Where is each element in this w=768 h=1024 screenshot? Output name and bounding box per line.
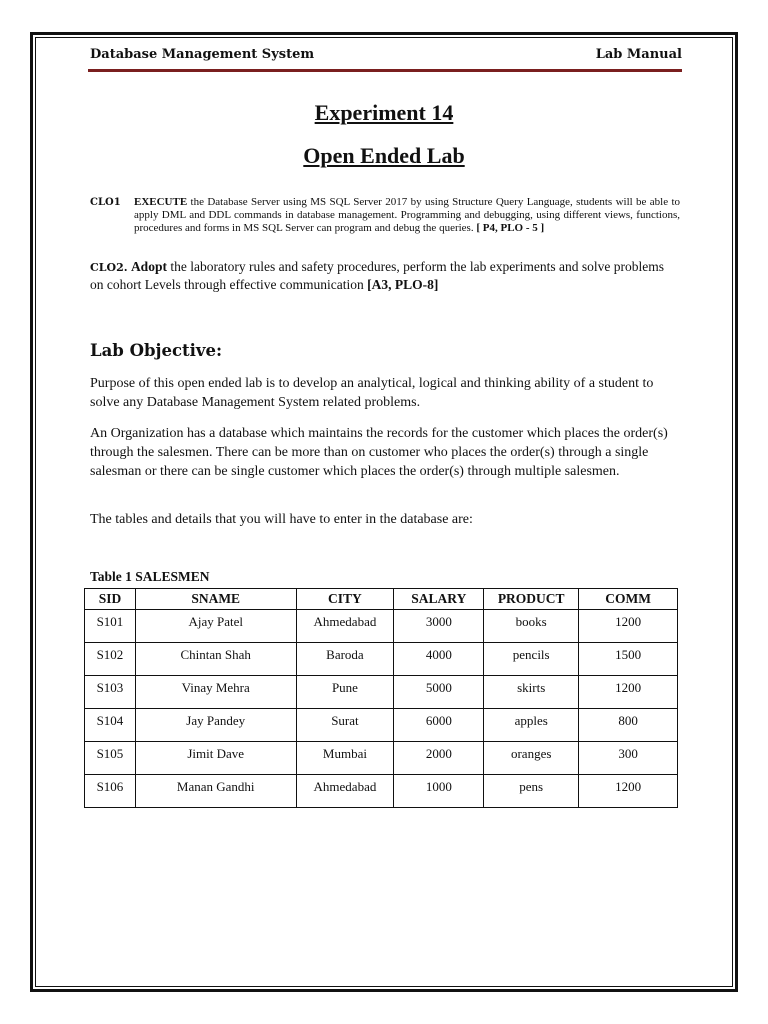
table-header-row <box>85 589 678 610</box>
table-cell: pens <box>484 775 579 808</box>
table-header-cell: COMM <box>579 589 678 610</box>
clo1-label: CLO1 <box>90 197 121 208</box>
table-cell: S103 <box>85 676 136 709</box>
table-cell: oranges <box>484 742 579 775</box>
table-cell: 800 <box>579 709 678 742</box>
table-cell: 3000 <box>394 610 484 643</box>
table-cell: 6000 <box>394 709 484 742</box>
lab-title: Open Ended Lab <box>303 143 465 168</box>
table-cell: 4000 <box>394 643 484 676</box>
table-cell: 5000 <box>394 676 484 709</box>
table-row <box>85 742 678 775</box>
clo1-block <box>90 196 680 235</box>
table-cell: Baroda <box>296 643 394 676</box>
table-cell: Chintan Shah <box>135 643 296 676</box>
table-cell: S105 <box>85 742 136 775</box>
table-cell: Pune <box>296 676 394 709</box>
table-header-cell: SNAME <box>135 589 296 610</box>
lab-objective-heading: Lab Objective: <box>90 341 223 360</box>
table-header-cell: CITY <box>296 589 394 610</box>
clo2-verb: Adopt <box>130 259 167 274</box>
clo1-verb: EXECUTE <box>134 196 188 208</box>
table-cell: 1200 <box>579 610 678 643</box>
table-row <box>85 709 678 742</box>
table-cell: 1500 <box>579 643 678 676</box>
table-cell: pencils <box>484 643 579 676</box>
table-cell: Ajay Patel <box>135 610 296 643</box>
page-header <box>90 47 682 62</box>
table-header-cell: SALARY <box>394 589 484 610</box>
header-course-title: Database Management System <box>90 47 315 62</box>
table-cell: 1000 <box>394 775 484 808</box>
table-cell: Mumbai <box>296 742 394 775</box>
experiment-title: Experiment 14 <box>314 100 454 125</box>
table-cell: Jimit Dave <box>135 742 296 775</box>
table-cell: Ahmedabad <box>296 775 394 808</box>
table-cell: Ahmedabad <box>296 610 394 643</box>
table-cell: 300 <box>579 742 678 775</box>
table-row <box>85 610 678 643</box>
table-row <box>85 775 678 808</box>
table-cell: S104 <box>85 709 136 742</box>
clo1-description <box>134 196 680 235</box>
table-cell: Manan Gandhi <box>135 775 296 808</box>
table-cell: 1200 <box>579 775 678 808</box>
table-cell: S106 <box>85 775 136 808</box>
clo2-block <box>90 258 680 293</box>
table-caption: Table 1 SALESMEN <box>90 569 210 584</box>
table-header-cell: PRODUCT <box>484 589 579 610</box>
table-row <box>85 676 678 709</box>
clo1-tag: [ P4, PLO - 5 ] <box>476 222 545 234</box>
table-header-cell: SID <box>85 589 136 610</box>
table-row <box>85 643 678 676</box>
table-cell: skirts <box>484 676 579 709</box>
header-manual-label: Lab Manual <box>595 47 682 62</box>
table-cell: 2000 <box>394 742 484 775</box>
table-cell: Vinay Mehra <box>135 676 296 709</box>
table-cell: books <box>484 610 579 643</box>
table-cell: Jay Pandey <box>135 709 296 742</box>
salesmen-table <box>84 588 678 808</box>
clo2-text: the laboratory rules and safety procedures, perform the lab experiments and solve problems on cohort Levels through effective communication <box>90 259 665 292</box>
header-rule <box>88 69 682 72</box>
table-cell: Surat <box>296 709 394 742</box>
table-cell: apples <box>484 709 579 742</box>
table-cell: S102 <box>85 643 136 676</box>
clo2-label: CLO2. <box>90 261 128 274</box>
table-cell: 1200 <box>579 676 678 709</box>
clo1-text: the Database Server using MS SQL Server 2017 by using Structure Query Language, students will be able to apply DML and DDL commands in database management. Programming and debugging, using different views, functions, procedures and forms in MS SQL Server can program and debug the queries. <box>134 196 680 234</box>
objective-paragraph-1: Purpose of this open ended lab is to develop an analytical, logical and thinking ability of a student to solve any Database Management System related problems. <box>90 376 654 410</box>
table-cell: S101 <box>85 610 136 643</box>
clo2-tag: [A3, PLO-8] <box>367 277 439 292</box>
objective-paragraph-2: An Organization has a database which maintains the records for the customer which places the order(s) through the salesmen. There can be more than on customer who places the order(s) through a single salesman or there can be single customer which places the order(s) through multiple salesmen. <box>90 426 668 479</box>
objective-paragraph-3: The tables and details that you will have to enter in the database are: <box>90 512 473 527</box>
